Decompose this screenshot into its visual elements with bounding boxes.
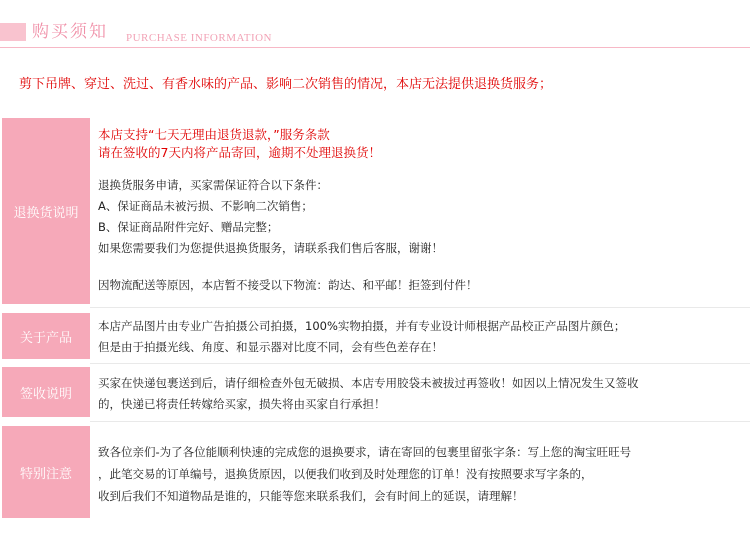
- header-subtitle: PURCHASE INFORMATION: [126, 32, 272, 44]
- policy-line: 本店支持“七天无理由退货退款，”服务条款: [98, 127, 330, 142]
- header-divider: [0, 47, 750, 48]
- section-label: [2, 313, 90, 359]
- row-divider: [90, 363, 750, 364]
- policy-line: 请在签收的7天内将产品寄回，逾期不处理退换货！: [98, 145, 381, 160]
- header-accent-bar: [0, 23, 26, 41]
- text-line: 买家在快递包裹送到后，请仔细检查外包无破损、本店专用胶袋未被拔过再签收！如因以上情况发生又签收: [98, 376, 639, 390]
- section-label-text: 退换货说明: [13, 205, 79, 221]
- section-returns: [0, 118, 750, 304]
- section-content: [98, 126, 738, 294]
- section-label: [2, 426, 90, 518]
- text-line: 致各位亲们-为了各位能顺利快速的完成您的退换要求，请在寄回的包裹里留张字条：写上您的淘宝旺旺号: [98, 445, 632, 459]
- text-line: B、保证商品附件完好、赠品完整；: [98, 220, 279, 234]
- text-line: A、保证商品未被污损、不影响二次销售；: [98, 199, 313, 213]
- text-line: 收到后我们不知道物品是谁的，只能等您来联系我们，会有时间上的延误，请理解！: [98, 489, 524, 503]
- section-content: [98, 443, 738, 505]
- header-title: 购买须知: [32, 22, 108, 42]
- section-label-text: 签收说明: [19, 386, 72, 402]
- section-label-text: 关于产品: [19, 330, 72, 346]
- text-line: 但是由于拍摄光线、角度、和显示器对比度不同，会有些色差存在！: [98, 340, 443, 354]
- row-divider: [90, 421, 750, 422]
- text-line: 因物流配送等原因，本店暂不接受以下物流：韵达、和平邮！拒签到付件！: [98, 278, 478, 292]
- section-content: [98, 317, 738, 356]
- section-label: [2, 118, 90, 304]
- section-label-text: 特别注意: [19, 466, 72, 482]
- section-receipt: [0, 367, 750, 417]
- section-header: [0, 0, 750, 50]
- row-divider: [90, 307, 750, 308]
- text-line: ，此笔交易的订单编号，退换货原因，以便我们收到及时处理您的订单！没有按照要求写字条的，: [98, 467, 593, 481]
- text-line: 如果您需要我们为您提供退换货服务，请联系我们售后客服，谢谢！: [98, 241, 443, 255]
- text-line: 的，快递已将责任转嫁给买家，损失将由买家自行承担！: [98, 397, 386, 411]
- section-label: [2, 367, 90, 417]
- text-line: 本店产品图片由专业广告拍摄公司拍摄，100%实物拍摄，并有专业设计师根据产品校正产品图片颜色；: [98, 319, 626, 333]
- section-content: [98, 374, 738, 413]
- section-notice: [0, 426, 750, 518]
- text-line: 退换货服务申请，买家需保证符合以下条件：: [98, 178, 328, 192]
- headline-notice: 剪下吊牌、穿过、洗过、有香水味的产品、影响二次销售的情况，本店无法提供退换货服务；: [19, 77, 553, 92]
- section-product: [0, 313, 750, 359]
